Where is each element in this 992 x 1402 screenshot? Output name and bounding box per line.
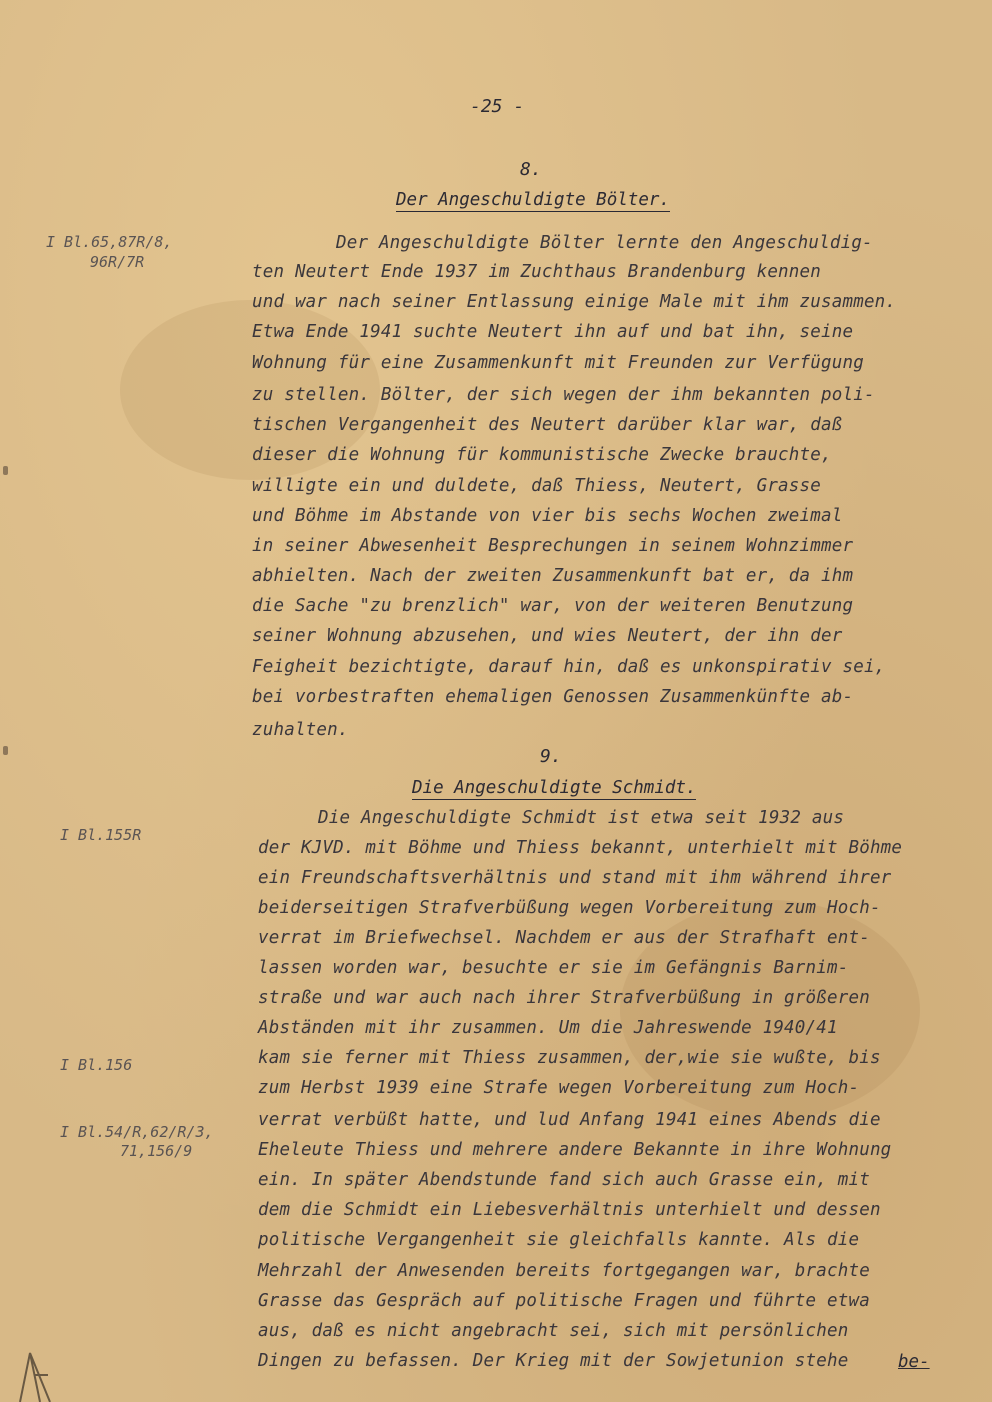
body-line: der KJVD. mit Böhme und Thiess bekannt, unterhielt mit Böhme [258,838,903,858]
body-line: dieser die Wohnung für kommunistische Zwecke brauchte, [252,445,832,465]
page-number: -25 - [470,96,525,117]
body-line: abhielten. Nach der zweiten Zusammenkunft bat er, da ihm [252,566,854,586]
body-line: ein. In später Abendstunde fand sich auch Grasse ein, mit [258,1170,870,1190]
binder-clip-mark [14,1345,62,1402]
body-line: bei vorbestraften ehemaligen Genossen Zusammenkünfte ab- [252,687,854,707]
body-line: politische Vergangenheit sie gleichfalls kannte. Als die [258,1230,860,1250]
section-heading: Die Angeschuldigte Schmidt. [412,778,697,798]
section-number: 8. [520,159,542,180]
body-line: lassen worden war, besuchte er sie im Gefängnis Barnim- [258,958,849,978]
body-line: tischen Vergangenheit des Neutert darüber klar war, daß [252,415,843,435]
body-line: verrat verbüßt hatte, und lud Anfang 1941 eines Abends die [258,1110,881,1130]
punch-hole-mark [3,746,8,755]
body-line: Grasse das Gespräch auf politische Fragen und führte etwa [258,1291,870,1311]
body-line: kam sie ferner mit Thiess zusammen, der,wie sie wußte, bis [258,1048,881,1068]
margin-reference: I Bl.65,87R/8, [46,233,173,251]
body-line: zu stellen. Bölter, der sich wegen der ihm bekannten poli- [252,385,875,405]
body-line: verrat im Briefwechsel. Nachdem er aus der Strafhaft ent- [258,928,870,948]
body-line: zuhalten. [252,720,349,740]
body-line: Der Angeschuldigte Bölter lernte den Angeschuldig- [336,233,873,253]
body-line: Eheleute Thiess und mehrere andere Bekannte in ihre Wohnung [258,1140,892,1160]
body-line: in seiner Abwesenheit Besprechungen in seinem Wohnzimmer [252,536,854,556]
body-line: Mehrzahl der Anwesenden bereits fortgegangen war, brachte [258,1261,870,1281]
margin-reference: I Bl.54/R,62/R/3, [60,1123,214,1141]
body-line: Etwa Ende 1941 suchte Neutert ihn auf und bat ihn, seine [252,322,854,342]
body-line: dem die Schmidt ein Liebesverhältnis unterhielt und dessen [258,1200,881,1220]
body-line: willigte ein und duldete, daß Thiess, Neutert, Grasse [252,476,822,496]
body-line: aus, daß es nicht angebracht sei, sich mit persönlichen [258,1321,849,1341]
margin-reference: 96R/7R [90,253,145,271]
body-line: straße und war auch nach ihrer Strafverbüßung in größeren [258,988,870,1008]
body-line: zum Herbst 1939 eine Strafe wegen Vorbereitung zum Hoch- [258,1078,860,1098]
punch-hole-mark [3,466,8,475]
margin-reference: I Bl.156 [60,1056,133,1074]
body-line: die Sache "zu brenzlich" war, von der weiteren Benutzung [252,596,854,616]
body-line: Abständen mit ihr zusammen. Um die Jahreswende 1940/41 [258,1018,838,1038]
body-line: Die Angeschuldigte Schmidt ist etwa seit 1932 aus [318,808,845,828]
catchword: be- [898,1352,930,1372]
body-line: Dingen zu befassen. Der Krieg mit der Sowjetunion stehe [258,1351,849,1371]
section-number: 9. [540,746,562,767]
section-heading: Der Angeschuldigte Bölter. [396,190,670,210]
body-line: Feigheit bezichtigte, darauf hin, daß es unkonspirativ sei, [252,657,886,677]
body-line: Wohnung für eine Zusammenkunft mit Freunden zur Verfügung [252,353,864,373]
body-line: ein Freundschaftsverhältnis und stand mit ihm während ihrer [258,868,892,888]
margin-reference: I Bl.155R [60,826,142,844]
body-line: ten Neutert Ende 1937 im Zuchthaus Brandenburg kennen [252,262,822,282]
body-line: und Böhme im Abstande von vier bis sechs Wochen zweimal [252,506,843,526]
body-line: und war nach seiner Entlassung einige Male mit ihm zusammen. [252,292,897,312]
body-line: seiner Wohnung abzusehen, und wies Neutert, der ihn der [252,626,843,646]
body-line: beiderseitigen Strafverbüßung wegen Vorbereitung zum Hoch- [258,898,881,918]
margin-reference: 71,156/9 [120,1142,193,1160]
